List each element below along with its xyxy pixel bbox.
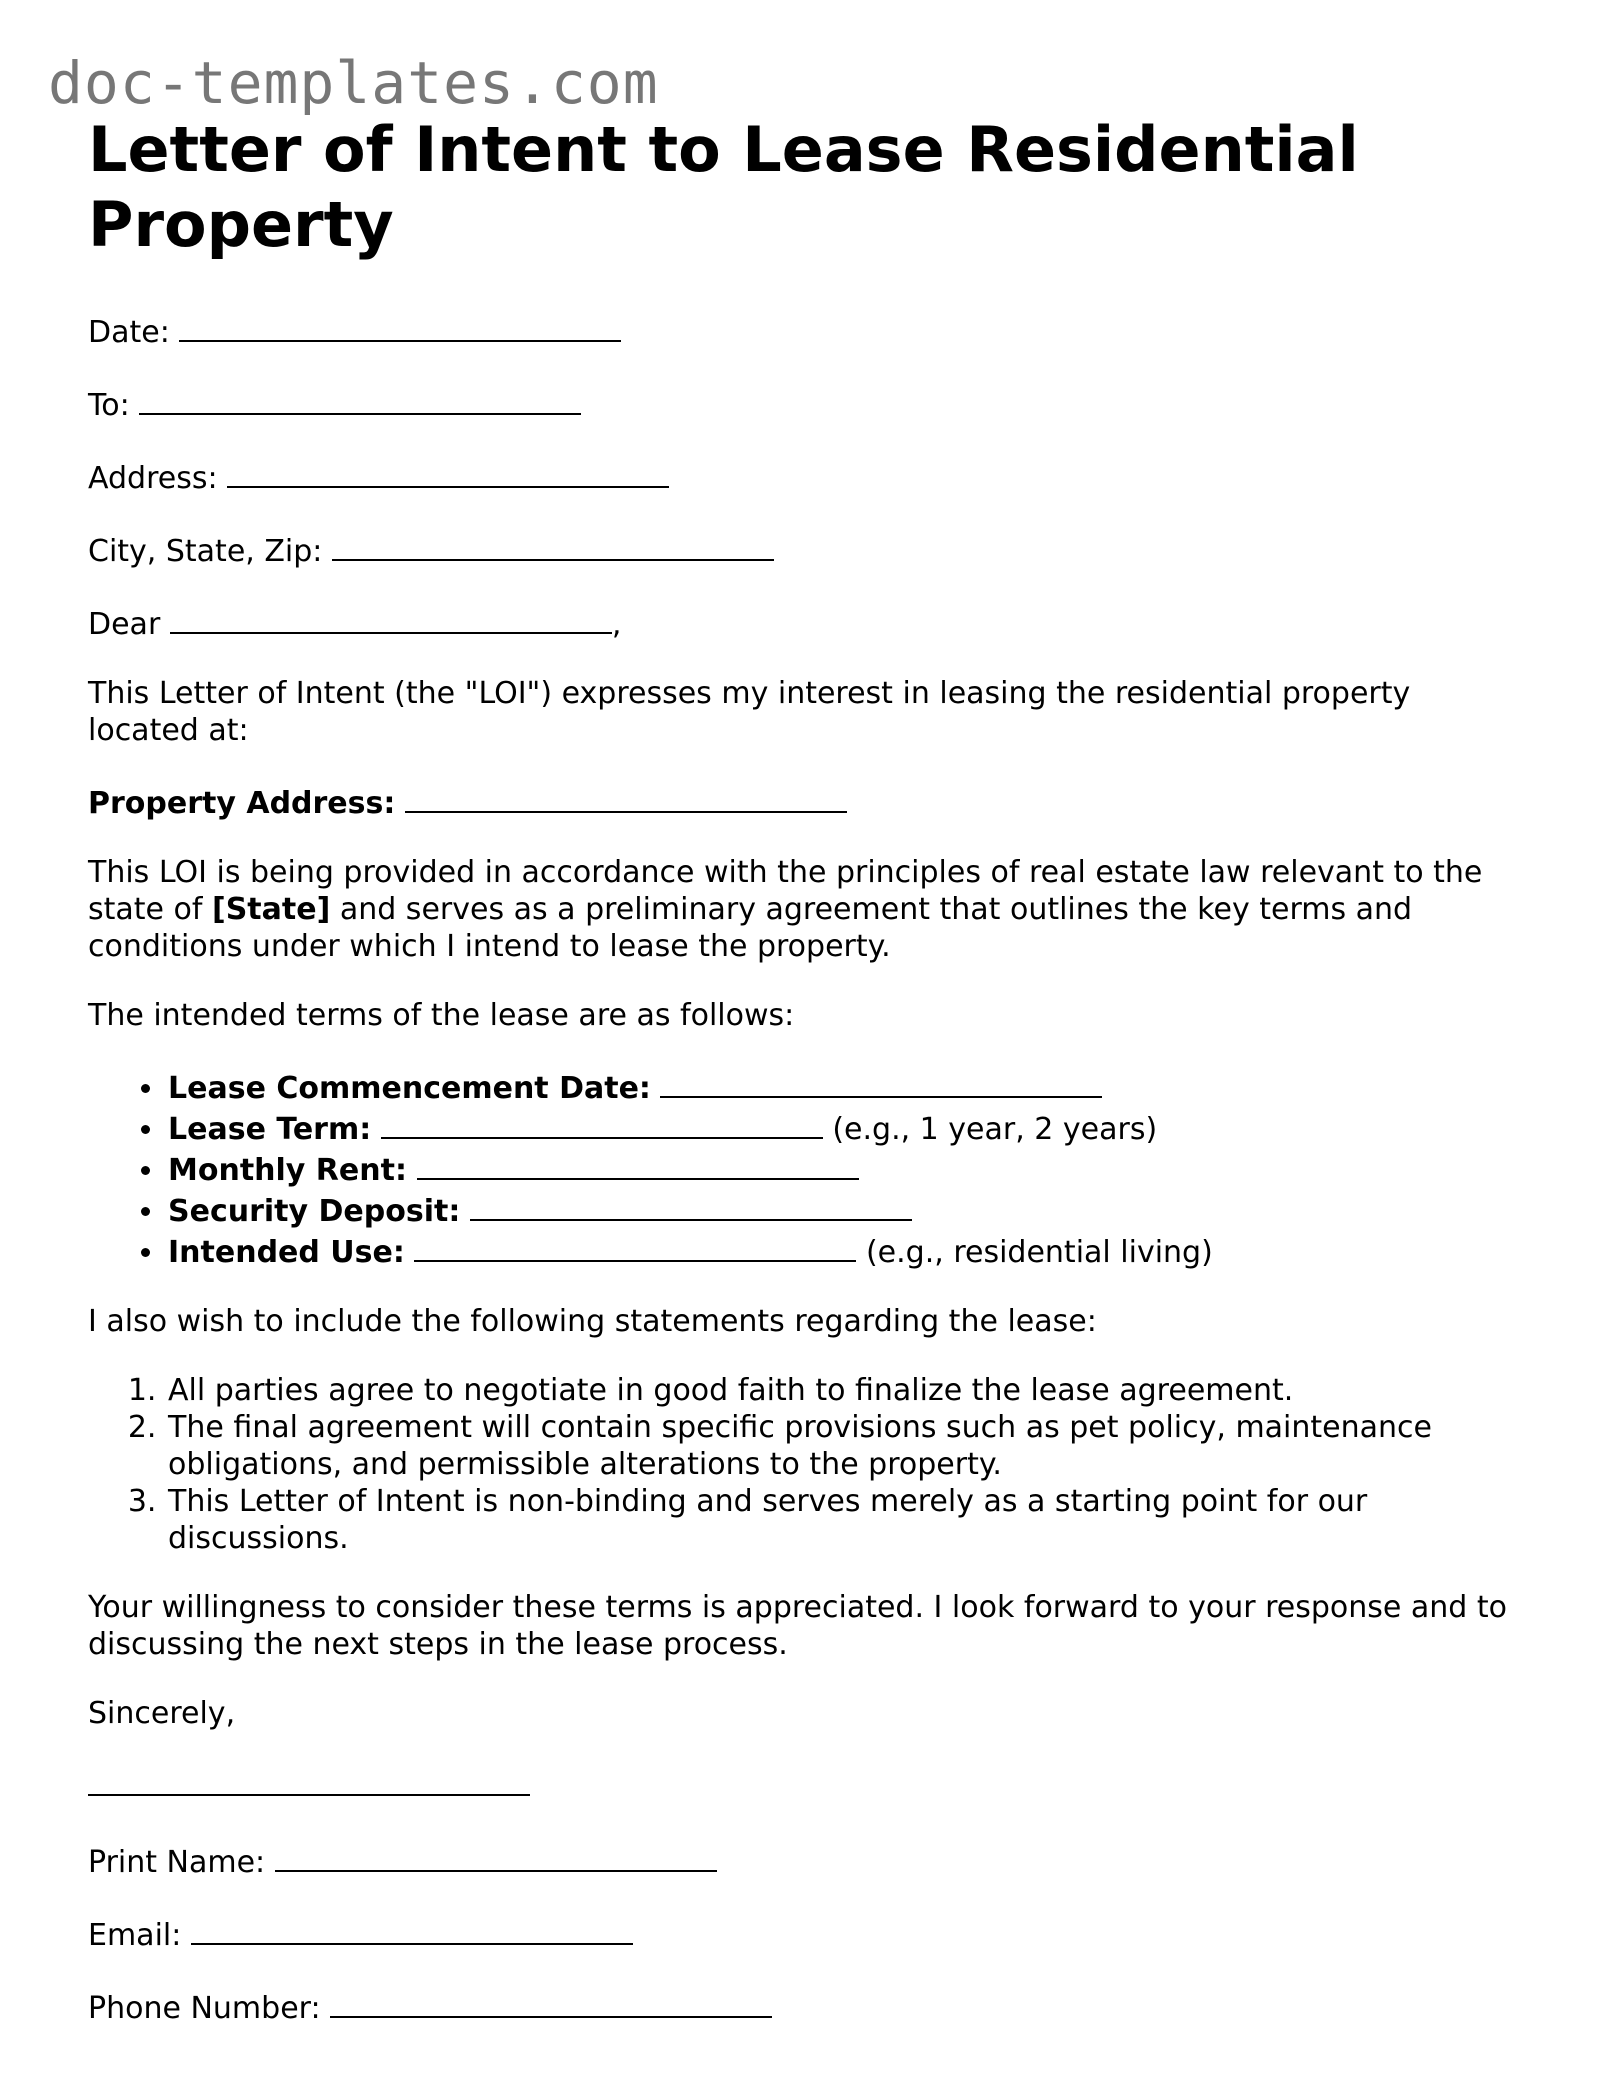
term-label: Intended Use:	[168, 1235, 405, 1270]
term-item-intended-use	[166, 1230, 1528, 1271]
site-watermark: doc-templates.com	[48, 49, 659, 117]
address-label: Address:	[88, 461, 218, 496]
term-label: Lease Term:	[168, 1112, 372, 1147]
to-blank[interactable]	[139, 383, 581, 415]
law-paragraph-before: This LOI is being provided in accordance with the principles of real estate law relevant to the state of	[88, 855, 1483, 927]
term-label: Lease Commencement Date:	[168, 1071, 651, 1106]
address-field	[88, 456, 1528, 497]
law-paragraph-after: and serves as a preliminary agreement that outlines the key terms and conditions under which I intend to lease the property.	[88, 892, 1413, 964]
lease-terms-list	[88, 1066, 1528, 1271]
dear-label: Dear	[88, 607, 161, 642]
to-field	[88, 383, 1528, 424]
document-title: Letter of Intent to Lease Residential Property	[88, 113, 1359, 261]
closing-paragraph: Your willingness to consider these terms is appreciated. I look forward to your response and to discussing the next steps in the lease process.	[88, 1590, 1507, 1662]
lease-term-blank[interactable]	[381, 1107, 823, 1139]
intro-paragraph: This Letter of Intent (the "LOI") expresses my interest in leasing the residential property located at:	[88, 676, 1411, 748]
term-note: (e.g., 1 year, 2 years)	[832, 1112, 1158, 1147]
signature-area	[88, 1764, 1528, 1800]
salutation	[88, 602, 1528, 643]
signature-line[interactable]	[88, 1764, 530, 1796]
email-blank[interactable]	[191, 1913, 633, 1945]
date-blank[interactable]	[179, 310, 621, 342]
phone-number-field	[88, 1986, 1528, 2027]
property-address-blank[interactable]	[405, 781, 847, 813]
statement-item: 1. All parties agree to negotiate in good faith to finalize the lease agreement.	[166, 1372, 1528, 1409]
date-label: Date:	[88, 315, 170, 350]
date-field	[88, 310, 1528, 351]
city-state-zip-blank[interactable]	[332, 529, 774, 561]
term-item-monthly-rent	[166, 1148, 1528, 1189]
state-placeholder: [State]	[211, 892, 331, 927]
property-address-label: Property Address:	[88, 786, 396, 821]
statement-item: 3. This Letter of Intent is non-binding and serves merely as a starting point for our discussions.	[166, 1483, 1528, 1557]
term-item-security-deposit	[166, 1189, 1528, 1230]
salutation-comma: ,	[611, 607, 622, 642]
recipient-name-blank[interactable]	[170, 602, 612, 634]
term-item-lease-term	[166, 1107, 1528, 1148]
print-name-blank[interactable]	[275, 1840, 717, 1872]
sign-off: Sincerely,	[88, 1696, 236, 1731]
commencement-date-blank[interactable]	[660, 1066, 1102, 1098]
email-field	[88, 1913, 1528, 1954]
email-label: Email:	[88, 1918, 182, 1953]
to-label: To:	[88, 388, 130, 423]
statement-item: 2. The final agreement will contain specific provisions such as pet policy, maintenance obligations, and permissible alterations to the property.	[166, 1409, 1528, 1483]
city-state-zip-label: City, State, Zip:	[88, 534, 323, 569]
statements-list	[88, 1372, 1528, 1557]
print-name-field	[88, 1840, 1528, 1881]
intended-use-blank[interactable]	[414, 1230, 856, 1262]
term-label: Security Deposit:	[168, 1194, 461, 1229]
monthly-rent-blank[interactable]	[417, 1148, 859, 1180]
law-paragraph	[88, 854, 1528, 965]
letter-body	[88, 112, 1528, 2059]
term-label: Monthly Rent:	[168, 1153, 407, 1188]
term-item-commencement-date	[166, 1066, 1528, 1107]
security-deposit-blank[interactable]	[470, 1189, 912, 1221]
phone-number-label: Phone Number:	[88, 1991, 321, 2026]
phone-number-blank[interactable]	[330, 1986, 772, 2018]
address-blank[interactable]	[227, 456, 669, 488]
property-address-field	[88, 781, 1528, 822]
city-state-zip-field	[88, 529, 1528, 570]
print-name-label: Print Name:	[88, 1845, 266, 1880]
term-note: (e.g., residential living)	[865, 1235, 1213, 1270]
statements-intro: I also wish to include the following statements regarding the lease:	[88, 1304, 1097, 1339]
terms-intro: The intended terms of the lease are as follows:	[88, 998, 795, 1033]
